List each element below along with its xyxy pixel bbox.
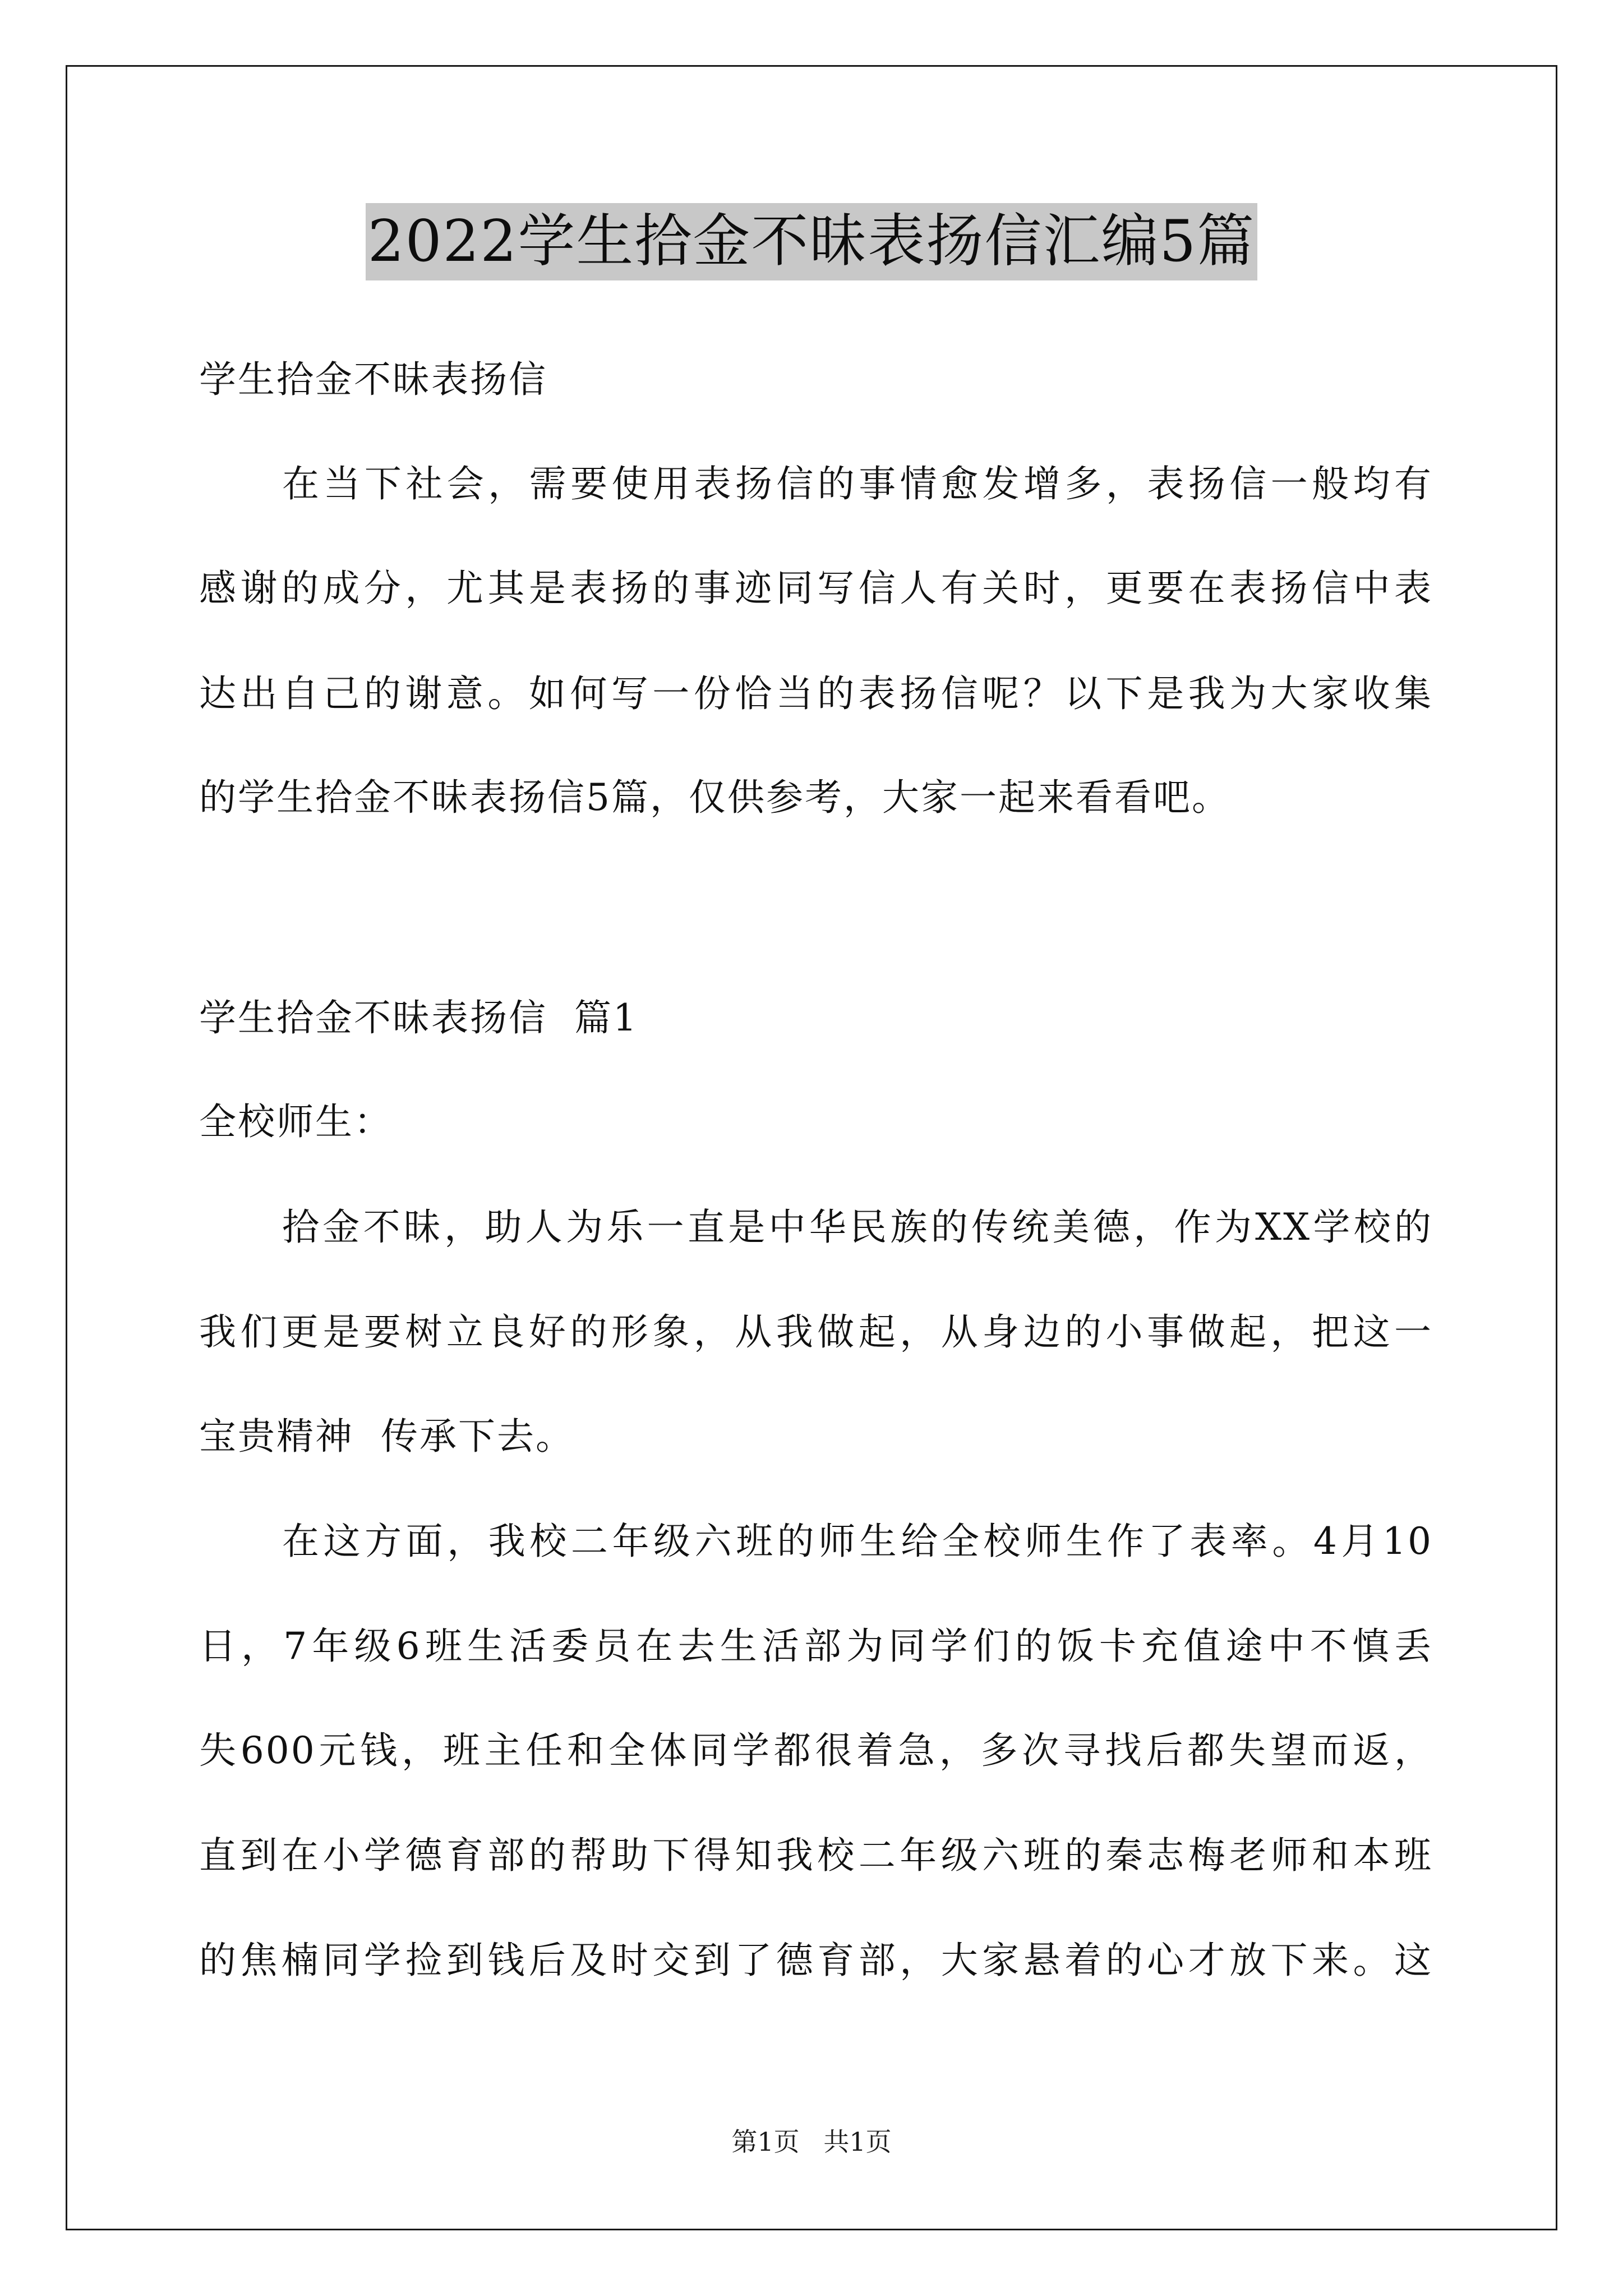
paragraph-line: 在这方面，我校二年级六班的师生给全校师生作了表率。4月10 — [282, 1520, 1433, 1563]
intro-line: 感谢的成分，尤其是表扬的事迹同写信人有关时，更要在表扬信中表 — [199, 567, 1433, 610]
intro-heading: 学生拾金不昧表扬信 — [199, 358, 547, 401]
intro-line: 的学生拾金不昧表扬信5篇，仅供参考，大家一起来看看吧。 — [199, 776, 1230, 819]
paragraph-line: 拾金不昧，助人为乐一直是中华民族的传统美德，作为XX学校的 — [282, 1205, 1433, 1249]
section-heading: 学生拾金不昧表扬信 篇1 — [199, 996, 638, 1039]
page-footer — [0, 2125, 1623, 2159]
document-title: 2022学生拾金不昧表扬信汇编5篇 — [366, 203, 1257, 280]
paragraph-line: 宝贵精神 传承下去。 — [199, 1415, 574, 1458]
intro-line: 在当下社会，需要使用表扬信的事情愈发增多，表扬信一般均有 — [282, 462, 1433, 505]
intro-line: 达出自己的谢意。如何写一份恰当的表扬信呢？以下是我为大家收集 — [199, 672, 1433, 715]
paragraph-line: 失600元钱，班主任和全体同学都很着急，多次寻找后都失望而返， — [199, 1729, 1433, 1772]
paragraph-line: 直到在小学德育部的帮助下得知我校二年级六班的秦志梅老师和本班 — [199, 1834, 1433, 1877]
paragraph-line: 的焦楠同学捡到钱后及时交到了德育部，大家悬着的心才放下来。这 — [199, 1939, 1433, 1982]
paragraph-line: 日，7年级6班生活委员在去生活部为同学们的饭卡充值途中不慎丢 — [199, 1625, 1433, 1668]
salutation: 全校师生： — [199, 1100, 393, 1143]
paragraph-line: 我们更是要树立良好的形象，从我做起，从身边的小事做起，把这一 — [199, 1310, 1433, 1354]
page-number: 第1页 — [731, 2127, 800, 2157]
page-total: 共1页 — [823, 2127, 892, 2157]
title-container — [0, 203, 1623, 280]
